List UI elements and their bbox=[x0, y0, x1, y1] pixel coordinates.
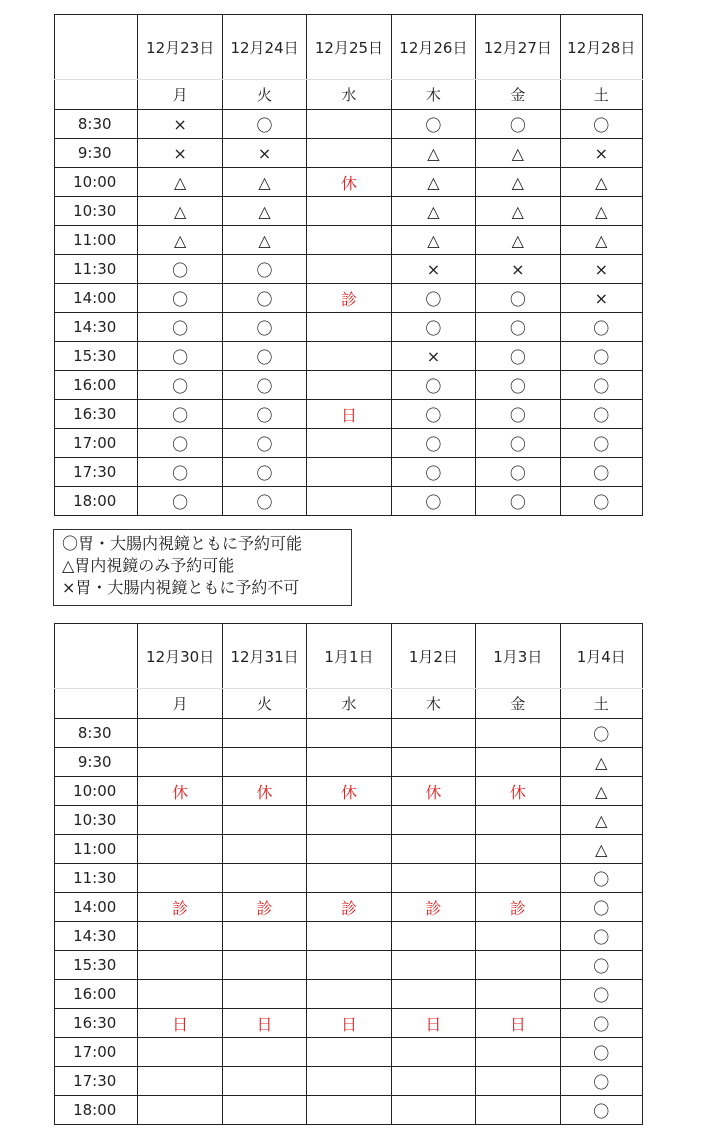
availability-cell: 〇 bbox=[138, 313, 222, 342]
availability-cell bbox=[307, 139, 391, 168]
availability-cell: × bbox=[391, 342, 475, 371]
availability-cell bbox=[307, 835, 391, 864]
availability-cell bbox=[222, 922, 306, 951]
availability-cell: 〇 bbox=[560, 400, 642, 429]
closed-label: 休 bbox=[307, 777, 391, 806]
availability-cell bbox=[476, 1096, 560, 1125]
corner-cell bbox=[55, 80, 138, 110]
availability-cell: 〇 bbox=[476, 458, 560, 487]
time-slot-row bbox=[55, 226, 643, 255]
availability-cell bbox=[222, 980, 306, 1009]
availability-cell: 〇 bbox=[476, 371, 560, 400]
legend-box bbox=[53, 529, 352, 606]
time-slot-row bbox=[55, 806, 643, 835]
availability-cell: × bbox=[391, 255, 475, 284]
availability-cell: × bbox=[560, 284, 642, 313]
time-label: 11:30 bbox=[55, 864, 138, 893]
availability-cell bbox=[476, 1038, 560, 1067]
availability-cell: 〇 bbox=[222, 284, 306, 313]
time-label: 17:30 bbox=[55, 1067, 138, 1096]
date-header: 1月2日 bbox=[391, 624, 475, 689]
availability-cell bbox=[307, 226, 391, 255]
time-label: 14:00 bbox=[55, 284, 138, 313]
availability-cell: 〇 bbox=[560, 458, 642, 487]
availability-cell: 〇 bbox=[138, 429, 222, 458]
availability-cell: 〇 bbox=[560, 1067, 642, 1096]
time-slot-row bbox=[55, 719, 643, 748]
time-label: 17:00 bbox=[55, 1038, 138, 1067]
availability-cell: △ bbox=[391, 226, 475, 255]
availability-cell bbox=[222, 864, 306, 893]
availability-cell: × bbox=[560, 255, 642, 284]
availability-cell: 〇 bbox=[560, 719, 642, 748]
time-slot-row bbox=[55, 255, 643, 284]
weekday-header: 金 bbox=[476, 689, 560, 719]
availability-cell: △ bbox=[391, 197, 475, 226]
corner-cell bbox=[55, 624, 138, 689]
availability-cell: △ bbox=[476, 197, 560, 226]
availability-cell: △ bbox=[560, 777, 642, 806]
availability-cell bbox=[476, 806, 560, 835]
availability-cell: 〇 bbox=[391, 371, 475, 400]
closed-label: 日 bbox=[138, 1009, 222, 1038]
availability-cell bbox=[391, 1096, 475, 1125]
time-slot-row bbox=[55, 400, 643, 429]
date-header: 1月3日 bbox=[476, 624, 560, 689]
availability-cell bbox=[307, 951, 391, 980]
availability-cell: 〇 bbox=[138, 458, 222, 487]
availability-cell bbox=[476, 951, 560, 980]
time-slot-row bbox=[55, 458, 643, 487]
availability-cell bbox=[138, 922, 222, 951]
availability-cell bbox=[307, 487, 391, 516]
availability-cell: 〇 bbox=[391, 313, 475, 342]
time-label: 10:30 bbox=[55, 197, 138, 226]
availability-cell bbox=[307, 429, 391, 458]
availability-cell bbox=[307, 1067, 391, 1096]
availability-cell bbox=[222, 1038, 306, 1067]
time-label: 17:30 bbox=[55, 458, 138, 487]
availability-cell: × bbox=[138, 139, 222, 168]
closed-label: 日 bbox=[476, 1009, 560, 1038]
availability-cell bbox=[307, 719, 391, 748]
availability-cell: × bbox=[222, 139, 306, 168]
availability-cell: △ bbox=[560, 226, 642, 255]
availability-cell bbox=[138, 806, 222, 835]
availability-cell bbox=[391, 748, 475, 777]
schedule-table-week2 bbox=[54, 623, 643, 1125]
availability-cell: 〇 bbox=[560, 980, 642, 1009]
weekday-header: 金 bbox=[476, 80, 560, 110]
weekday-header: 木 bbox=[391, 689, 475, 719]
time-slot-row bbox=[55, 197, 643, 226]
availability-cell: △ bbox=[560, 197, 642, 226]
availability-cell bbox=[307, 458, 391, 487]
time-slot-row bbox=[55, 342, 643, 371]
date-header-row bbox=[55, 624, 643, 689]
availability-cell bbox=[307, 1096, 391, 1125]
availability-cell: △ bbox=[222, 197, 306, 226]
weekday-header: 水 bbox=[307, 80, 391, 110]
corner-cell bbox=[55, 689, 138, 719]
availability-cell bbox=[222, 1096, 306, 1125]
availability-cell bbox=[307, 748, 391, 777]
closed-label: 休 bbox=[222, 777, 306, 806]
weekday-header: 土 bbox=[560, 80, 642, 110]
availability-cell: 〇 bbox=[138, 342, 222, 371]
availability-cell: 〇 bbox=[476, 313, 560, 342]
availability-cell: 〇 bbox=[138, 284, 222, 313]
availability-cell: △ bbox=[222, 226, 306, 255]
availability-cell: △ bbox=[138, 226, 222, 255]
date-header: 12月30日 bbox=[138, 624, 222, 689]
availability-cell: 〇 bbox=[222, 110, 306, 139]
availability-cell: 〇 bbox=[222, 458, 306, 487]
availability-cell: 〇 bbox=[560, 429, 642, 458]
availability-cell bbox=[476, 719, 560, 748]
closed-label: 診 bbox=[138, 893, 222, 922]
availability-cell bbox=[307, 342, 391, 371]
availability-cell bbox=[222, 748, 306, 777]
availability-cell: 〇 bbox=[476, 110, 560, 139]
availability-cell: △ bbox=[560, 806, 642, 835]
availability-cell bbox=[307, 313, 391, 342]
time-slot-row bbox=[55, 313, 643, 342]
availability-cell: 〇 bbox=[560, 313, 642, 342]
time-slot-row bbox=[55, 1038, 643, 1067]
time-label: 16:30 bbox=[55, 1009, 138, 1038]
availability-cell bbox=[391, 922, 475, 951]
time-slot-row bbox=[55, 864, 643, 893]
legend-item-unavailable: ×胃・大腸内視鏡ともに予約不可 bbox=[62, 578, 300, 597]
availability-cell: 〇 bbox=[560, 1096, 642, 1125]
availability-cell: × bbox=[138, 110, 222, 139]
date-header: 12月24日 bbox=[222, 15, 306, 80]
availability-cell bbox=[307, 864, 391, 893]
availability-cell: 〇 bbox=[222, 429, 306, 458]
availability-cell bbox=[138, 864, 222, 893]
time-slot-row bbox=[55, 951, 643, 980]
time-label: 11:00 bbox=[55, 835, 138, 864]
availability-cell: 〇 bbox=[476, 284, 560, 313]
availability-cell: △ bbox=[222, 168, 306, 197]
availability-cell bbox=[391, 864, 475, 893]
time-slot-row bbox=[55, 777, 643, 806]
time-slot-row bbox=[55, 1009, 643, 1038]
time-label: 15:30 bbox=[55, 951, 138, 980]
availability-cell: 〇 bbox=[476, 400, 560, 429]
availability-cell: 〇 bbox=[222, 342, 306, 371]
time-label: 8:30 bbox=[55, 719, 138, 748]
weekday-header: 水 bbox=[307, 689, 391, 719]
time-label: 14:30 bbox=[55, 922, 138, 951]
availability-cell: 〇 bbox=[222, 371, 306, 400]
time-slot-row bbox=[55, 748, 643, 777]
availability-cell: △ bbox=[560, 835, 642, 864]
availability-cell bbox=[391, 980, 475, 1009]
availability-cell: 〇 bbox=[138, 255, 222, 284]
time-slot-row bbox=[55, 893, 643, 922]
availability-cell: 〇 bbox=[476, 429, 560, 458]
availability-cell bbox=[222, 719, 306, 748]
closed-label: 診 bbox=[391, 893, 475, 922]
availability-cell: △ bbox=[476, 168, 560, 197]
date-header: 12月31日 bbox=[222, 624, 306, 689]
time-label: 14:00 bbox=[55, 893, 138, 922]
closed-label: 休 bbox=[307, 168, 391, 197]
availability-cell bbox=[476, 748, 560, 777]
availability-cell: × bbox=[476, 255, 560, 284]
time-slot-row bbox=[55, 922, 643, 951]
availability-cell: 〇 bbox=[222, 487, 306, 516]
time-slot-row bbox=[55, 371, 643, 400]
availability-cell: △ bbox=[560, 748, 642, 777]
closed-label: 日 bbox=[307, 1009, 391, 1038]
availability-cell bbox=[307, 922, 391, 951]
availability-cell: × bbox=[560, 139, 642, 168]
availability-cell bbox=[391, 1067, 475, 1096]
legend-item-both-available: 〇胃・大腸内視鏡ともに予約可能 bbox=[62, 534, 303, 553]
closed-label: 診 bbox=[307, 893, 391, 922]
closed-label: 日 bbox=[222, 1009, 306, 1038]
time-label: 14:30 bbox=[55, 313, 138, 342]
availability-cell bbox=[476, 864, 560, 893]
availability-cell bbox=[138, 980, 222, 1009]
availability-cell bbox=[138, 1067, 222, 1096]
closed-label: 日 bbox=[307, 400, 391, 429]
availability-cell bbox=[476, 980, 560, 1009]
date-header: 12月28日 bbox=[560, 15, 642, 80]
time-label: 11:00 bbox=[55, 226, 138, 255]
weekday-header: 土 bbox=[560, 689, 642, 719]
availability-cell bbox=[222, 806, 306, 835]
time-slot-row bbox=[55, 139, 643, 168]
availability-cell bbox=[222, 1067, 306, 1096]
date-header: 12月25日 bbox=[307, 15, 391, 80]
availability-cell: △ bbox=[138, 197, 222, 226]
time-slot-row bbox=[55, 980, 643, 1009]
closed-label: 日 bbox=[391, 1009, 475, 1038]
availability-cell bbox=[391, 806, 475, 835]
weekday-header: 月 bbox=[138, 80, 222, 110]
time-label: 16:00 bbox=[55, 371, 138, 400]
availability-cell: 〇 bbox=[560, 951, 642, 980]
availability-cell bbox=[476, 922, 560, 951]
availability-cell: △ bbox=[476, 226, 560, 255]
availability-cell: 〇 bbox=[391, 284, 475, 313]
availability-cell bbox=[391, 951, 475, 980]
availability-cell bbox=[391, 719, 475, 748]
time-label: 10:00 bbox=[55, 168, 138, 197]
schedule-table-week1 bbox=[54, 14, 643, 516]
availability-cell: 〇 bbox=[560, 487, 642, 516]
availability-cell: △ bbox=[391, 139, 475, 168]
closed-label: 診 bbox=[476, 893, 560, 922]
availability-cell: △ bbox=[560, 168, 642, 197]
availability-cell: 〇 bbox=[476, 342, 560, 371]
availability-cell: 〇 bbox=[391, 458, 475, 487]
weekday-header-row bbox=[55, 80, 643, 110]
time-slot-row bbox=[55, 429, 643, 458]
closed-label: 診 bbox=[307, 284, 391, 313]
availability-cell bbox=[307, 110, 391, 139]
availability-cell bbox=[222, 835, 306, 864]
availability-cell: 〇 bbox=[560, 110, 642, 139]
corner-cell bbox=[55, 15, 138, 80]
date-header: 1月1日 bbox=[307, 624, 391, 689]
time-label: 15:30 bbox=[55, 342, 138, 371]
availability-cell bbox=[476, 835, 560, 864]
weekday-header: 火 bbox=[222, 689, 306, 719]
time-label: 17:00 bbox=[55, 429, 138, 458]
date-header: 12月23日 bbox=[138, 15, 222, 80]
availability-cell bbox=[307, 980, 391, 1009]
closed-label: 休 bbox=[476, 777, 560, 806]
availability-cell: 〇 bbox=[560, 371, 642, 400]
availability-cell: 〇 bbox=[222, 400, 306, 429]
availability-cell bbox=[138, 835, 222, 864]
time-label: 10:00 bbox=[55, 777, 138, 806]
availability-cell: 〇 bbox=[560, 864, 642, 893]
availability-cell bbox=[138, 1038, 222, 1067]
availability-cell bbox=[138, 748, 222, 777]
availability-cell: 〇 bbox=[391, 400, 475, 429]
availability-cell: △ bbox=[476, 139, 560, 168]
time-label: 18:00 bbox=[55, 487, 138, 516]
closed-label: 休 bbox=[138, 777, 222, 806]
availability-cell bbox=[307, 197, 391, 226]
availability-cell: 〇 bbox=[560, 1009, 642, 1038]
time-slot-row bbox=[55, 1067, 643, 1096]
time-slot-row bbox=[55, 487, 643, 516]
time-slot-row bbox=[55, 168, 643, 197]
availability-cell bbox=[307, 806, 391, 835]
time-slot-row bbox=[55, 835, 643, 864]
availability-cell: △ bbox=[138, 168, 222, 197]
date-header-row bbox=[55, 15, 643, 80]
closed-label: 診 bbox=[222, 893, 306, 922]
availability-cell bbox=[138, 1096, 222, 1125]
date-header: 1月4日 bbox=[560, 624, 642, 689]
availability-cell: 〇 bbox=[560, 342, 642, 371]
availability-cell: 〇 bbox=[391, 487, 475, 516]
availability-cell bbox=[138, 719, 222, 748]
legend-item-stomach-only: △胃内視鏡のみ予約可能 bbox=[62, 556, 235, 575]
time-slot-row bbox=[55, 1096, 643, 1125]
availability-cell: 〇 bbox=[222, 255, 306, 284]
availability-cell: 〇 bbox=[560, 893, 642, 922]
closed-label: 休 bbox=[391, 777, 475, 806]
date-header: 12月26日 bbox=[391, 15, 475, 80]
availability-cell: 〇 bbox=[391, 429, 475, 458]
weekday-header: 月 bbox=[138, 689, 222, 719]
availability-cell: △ bbox=[391, 168, 475, 197]
availability-cell bbox=[307, 255, 391, 284]
availability-cell: 〇 bbox=[222, 313, 306, 342]
availability-cell: 〇 bbox=[560, 922, 642, 951]
weekday-header: 火 bbox=[222, 80, 306, 110]
time-label: 16:30 bbox=[55, 400, 138, 429]
availability-cell: 〇 bbox=[138, 371, 222, 400]
time-label: 16:00 bbox=[55, 980, 138, 1009]
availability-cell bbox=[391, 835, 475, 864]
availability-cell bbox=[391, 1038, 475, 1067]
availability-cell bbox=[222, 951, 306, 980]
availability-cell: 〇 bbox=[560, 1038, 642, 1067]
weekday-header: 木 bbox=[391, 80, 475, 110]
availability-cell bbox=[476, 1067, 560, 1096]
availability-cell: 〇 bbox=[391, 110, 475, 139]
time-label: 8:30 bbox=[55, 110, 138, 139]
weekday-header-row bbox=[55, 689, 643, 719]
time-slot-row bbox=[55, 110, 643, 139]
time-label: 10:30 bbox=[55, 806, 138, 835]
availability-cell bbox=[138, 951, 222, 980]
time-label: 18:00 bbox=[55, 1096, 138, 1125]
time-label: 9:30 bbox=[55, 139, 138, 168]
time-slot-row bbox=[55, 284, 643, 313]
availability-cell bbox=[307, 1038, 391, 1067]
availability-cell bbox=[307, 371, 391, 400]
time-label: 9:30 bbox=[55, 748, 138, 777]
availability-cell: 〇 bbox=[138, 487, 222, 516]
date-header: 12月27日 bbox=[476, 15, 560, 80]
time-label: 11:30 bbox=[55, 255, 138, 284]
availability-cell: 〇 bbox=[138, 400, 222, 429]
availability-cell: 〇 bbox=[476, 487, 560, 516]
